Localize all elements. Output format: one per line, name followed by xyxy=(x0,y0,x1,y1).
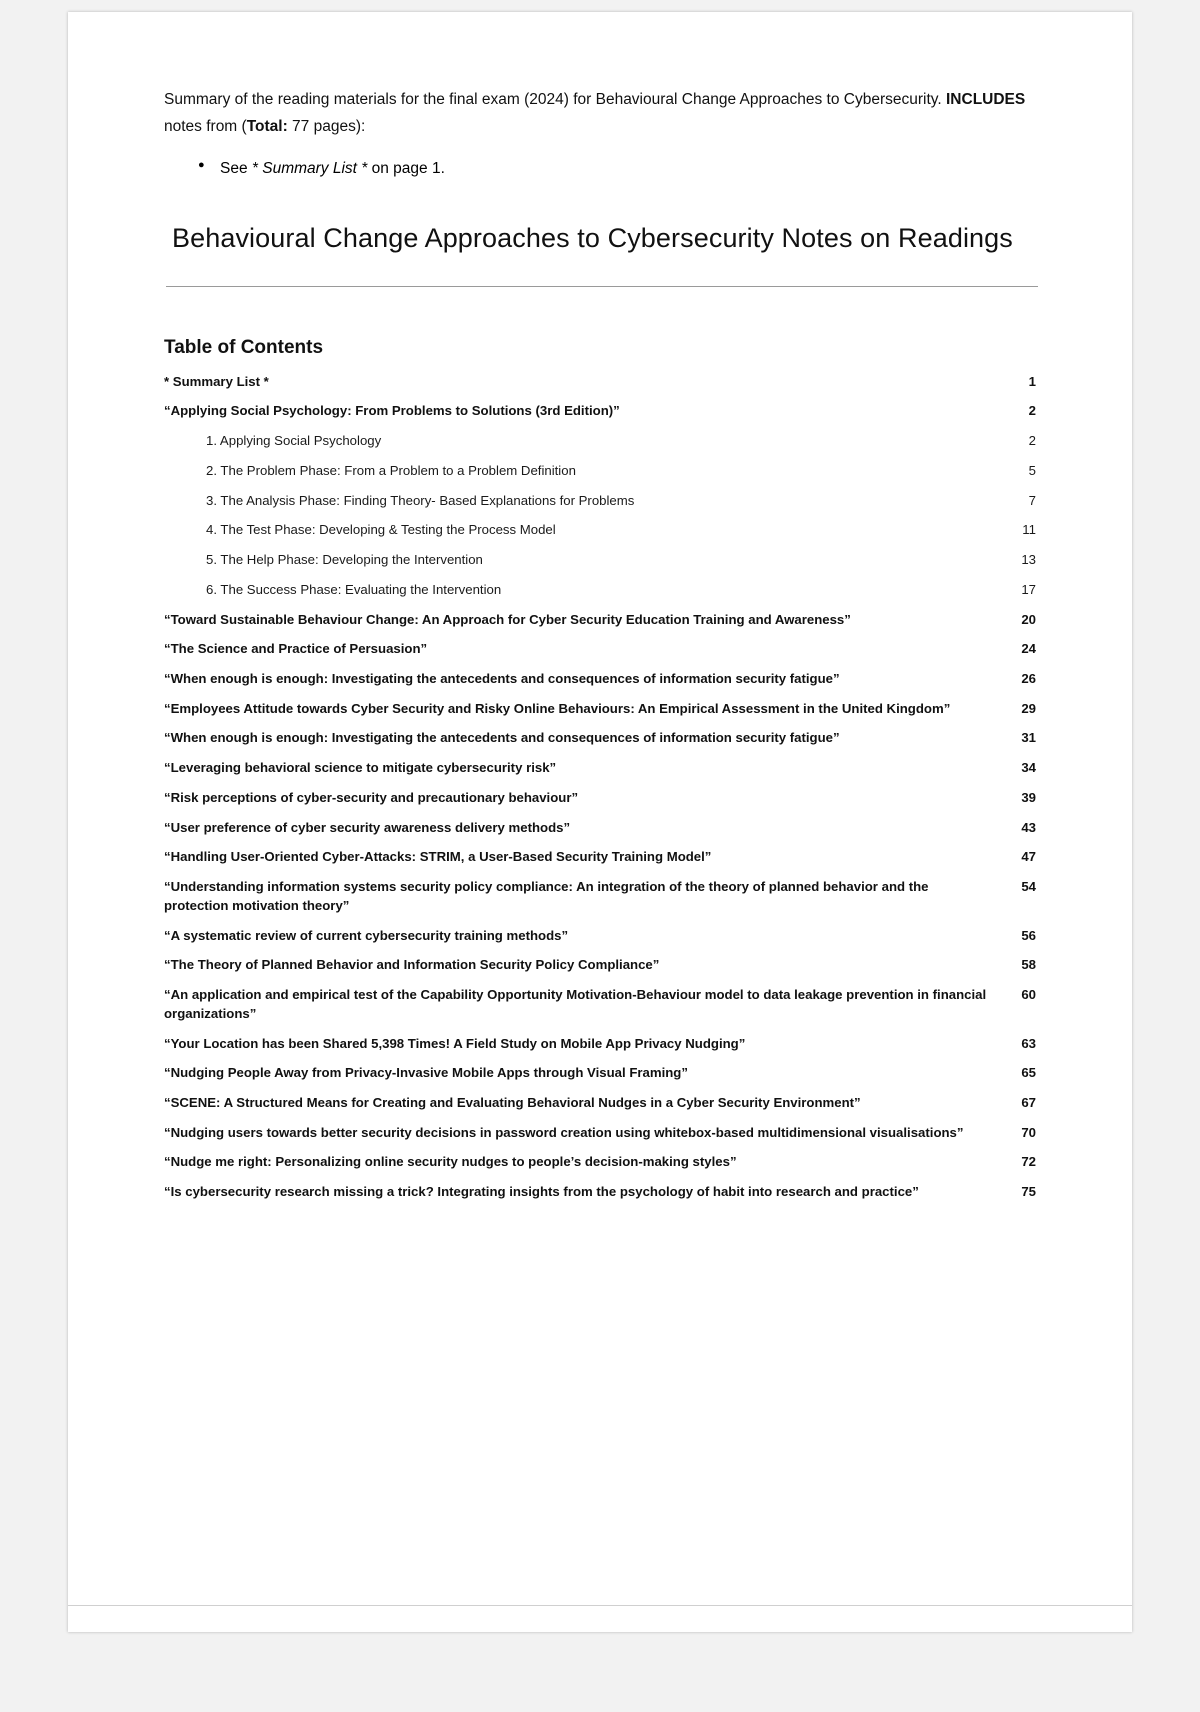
toc-entry-page-number: 24 xyxy=(1021,641,1036,657)
toc-entry-label[interactable]: “Understanding information systems security policy compliance: An integration of the theory of planned behavior and the protection motivation theory” xyxy=(164,879,929,913)
toc-entry-label[interactable]: “Nudging People Away from Privacy-Invasive Mobile Apps through Visual Framing” xyxy=(164,1065,688,1081)
toc-entry-label[interactable]: “User preference of cyber security awareness delivery methods” xyxy=(164,819,571,835)
table-row[interactable] xyxy=(164,575,1036,605)
toc-entry-page-number: 17 xyxy=(1021,581,1036,597)
toc-entry-page-number: 58 xyxy=(1021,957,1036,973)
toc-entry-page-number: 67 xyxy=(1021,1094,1036,1110)
table-row[interactable] xyxy=(164,664,1036,694)
table-row[interactable] xyxy=(164,1059,1036,1089)
toc-entry-label[interactable]: “A systematic review of current cybersecurity training methods” xyxy=(164,927,569,943)
toc-entry-label[interactable]: “Toward Sustainable Behaviour Change: An Approach for Cyber Security Education Training and Awareness” xyxy=(164,611,851,627)
table-row[interactable] xyxy=(164,921,1036,951)
table-row[interactable] xyxy=(164,1029,1036,1059)
toc-entry-label[interactable]: 2. The Problem Phase: From a Problem to a Problem Definition xyxy=(206,462,576,478)
table-row[interactable] xyxy=(164,1118,1036,1148)
table-row[interactable] xyxy=(164,486,1036,516)
toc-entry-label[interactable]: “When enough is enough: Investigating the antecedents and consequences of information security fatigue” xyxy=(164,730,840,746)
toc-entry-page-number: 31 xyxy=(1021,730,1036,746)
table-row[interactable] xyxy=(164,813,1036,843)
toc-entry-page-number: 63 xyxy=(1021,1035,1036,1051)
table-row[interactable] xyxy=(164,546,1036,576)
table-row[interactable] xyxy=(164,427,1036,457)
toc-entry-label[interactable]: “The Science and Practice of Persuasion” xyxy=(164,641,428,657)
table-row[interactable] xyxy=(164,397,1036,427)
toc-entry-label[interactable]: “The Theory of Planned Behavior and Information Security Policy Compliance” xyxy=(164,957,660,973)
toc-entry-label[interactable]: “Your Location has been Shared 5,398 Times! A Field Study on Mobile App Privacy Nudging” xyxy=(164,1035,746,1051)
table-row[interactable] xyxy=(164,724,1036,754)
toc-entry-page-number: 75 xyxy=(1021,1184,1036,1200)
title-divider xyxy=(166,286,1038,287)
table-row[interactable] xyxy=(164,516,1036,546)
table-row[interactable] xyxy=(164,951,1036,981)
page-footer-divider xyxy=(68,1605,1132,1606)
toc-entry-label[interactable]: “SCENE: A Structured Means for Creating and Evaluating Behavioral Nudges in a Cyber Security Environment” xyxy=(164,1094,861,1110)
toc-entry-label[interactable]: * Summary List * xyxy=(164,373,269,389)
toc-entry-label[interactable]: “When enough is enough: Investigating the antecedents and consequences of information security fatigue” xyxy=(164,670,840,686)
table-row[interactable] xyxy=(164,1088,1036,1118)
toc-entry-page-number: 47 xyxy=(1021,849,1036,865)
page-content xyxy=(68,12,1132,1207)
toc-entry-label[interactable]: 5. The Help Phase: Developing the Intervention xyxy=(206,552,483,568)
intro-text-part-1: Summary of the reading materials for the final exam (2024) for Behavioural Change Approaches to Cybersecurity. xyxy=(164,90,946,108)
toc-entry-page-number: 7 xyxy=(1028,492,1036,508)
toc-entry-page-number: 2 xyxy=(1028,433,1036,449)
table-row[interactable] xyxy=(164,783,1036,813)
bullet-text-italic: * Summary List * xyxy=(251,160,368,178)
toc-entry-label[interactable]: “Is cybersecurity research missing a trick? Integrating insights from the psychology of habit into research and practice” xyxy=(164,1184,919,1200)
toc-entry-page-number: 65 xyxy=(1021,1065,1036,1081)
intro-text-part-2: notes from ( xyxy=(164,117,247,135)
table-row[interactable] xyxy=(164,367,1036,397)
page-title: Behavioural Change Approaches to Cybersecurity Notes on Readings xyxy=(172,223,1013,254)
toc-entry-page-number: 5 xyxy=(1028,462,1036,478)
table-row[interactable] xyxy=(164,1178,1036,1208)
toc-entry-label[interactable]: “Handling User-Oriented Cyber-Attacks: STRIM, a User-Based Security Training Model” xyxy=(164,849,712,865)
toc-entry-page-number: 56 xyxy=(1021,927,1036,943)
toc-entry-label[interactable]: “Leveraging behavioral science to mitigate cybersecurity risk” xyxy=(164,760,557,776)
toc-entry-label[interactable]: “Risk perceptions of cyber-security and precautionary behaviour” xyxy=(164,789,579,805)
table-row[interactable] xyxy=(164,1148,1036,1178)
toc-entry-page-number: 39 xyxy=(1021,789,1036,805)
toc-entry-page-number: 54 xyxy=(1021,879,1036,895)
intro-paragraph xyxy=(164,86,1036,140)
toc-entry-page-number: 29 xyxy=(1021,700,1036,716)
table-row[interactable] xyxy=(164,694,1036,724)
toc-entry-page-number: 2 xyxy=(1028,403,1036,419)
toc-entry-page-number: 1 xyxy=(1028,373,1036,389)
toc-entry-page-number: 60 xyxy=(1021,987,1036,1003)
toc-entry-label[interactable]: “Employees Attitude towards Cyber Security and Risky Online Behaviours: An Empirical Assessment in the United Kingdom” xyxy=(164,700,951,716)
table-row[interactable] xyxy=(164,754,1036,784)
toc-entry-label[interactable]: “Applying Social Psychology: From Problems to Solutions (3rd Edition)” xyxy=(164,403,620,419)
toc-entry-label[interactable]: 6. The Success Phase: Evaluating the Intervention xyxy=(206,581,502,597)
toc-entry-page-number: 72 xyxy=(1021,1154,1036,1170)
toc-entry-label[interactable]: 1. Applying Social Psychology xyxy=(206,433,382,449)
bullet-text-suffix: on page 1. xyxy=(367,160,445,178)
list-item xyxy=(220,155,1036,182)
toc-entry-page-number: 13 xyxy=(1021,552,1036,568)
intro-includes-keyword: INCLUDES xyxy=(946,90,1026,108)
table-row[interactable] xyxy=(164,635,1036,665)
toc-entry-page-number: 43 xyxy=(1021,819,1036,835)
intro-bullet-list xyxy=(164,155,1036,182)
toc-entry-page-number: 11 xyxy=(1022,522,1036,538)
intro-total-label: Total: xyxy=(246,117,288,135)
toc-entry-label[interactable]: “Nudging users towards better security decisions in password creation using whitebox-based multidimensional visualisations” xyxy=(164,1124,964,1140)
toc-entry-label[interactable]: 4. The Test Phase: Developing & Testing the Process Model xyxy=(206,522,556,538)
toc-entry-label[interactable]: “Nudge me right: Personalizing online security nudges to people’s decision-making styles” xyxy=(164,1154,737,1170)
table-row[interactable] xyxy=(164,843,1036,873)
table-row[interactable] xyxy=(164,873,1036,921)
intro-text-part-3: 77 pages): xyxy=(287,117,366,135)
toc-entry-page-number: 70 xyxy=(1021,1124,1036,1140)
table-of-contents xyxy=(164,367,1036,1207)
document-page xyxy=(68,12,1132,1632)
table-row[interactable] xyxy=(164,605,1036,635)
table-row[interactable] xyxy=(164,981,1036,1029)
toc-heading: Table of Contents xyxy=(164,337,324,359)
toc-entry-page-number: 20 xyxy=(1021,611,1036,627)
table-row[interactable] xyxy=(164,456,1036,486)
bullet-text-prefix: See xyxy=(220,160,252,178)
toc-entry-label[interactable]: 3. The Analysis Phase: Finding Theory- Based Explanations for Problems xyxy=(206,492,635,508)
toc-entry-page-number: 34 xyxy=(1021,760,1036,776)
toc-entry-page-number: 26 xyxy=(1021,670,1036,686)
toc-entry-label[interactable]: “An application and empirical test of the Capability Opportunity Motivation-Behaviour model to data leakage prevention in financial organizations” xyxy=(164,987,987,1021)
